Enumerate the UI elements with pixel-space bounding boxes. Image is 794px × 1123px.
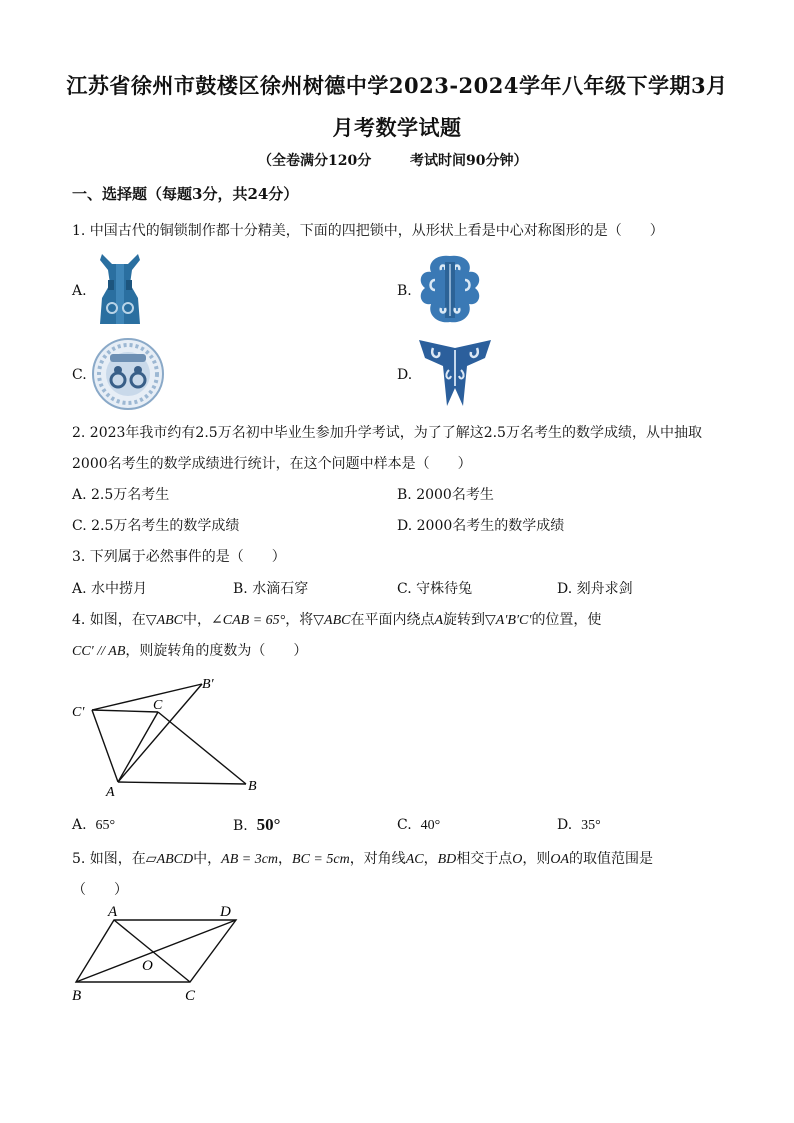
q4-option-b [233, 815, 280, 835]
q4-text-7: ，则旋转角的度数为（ ） [125, 643, 308, 659]
label-b: B [72, 988, 82, 1004]
question-5-line2: （ ） [72, 882, 128, 898]
label-a: A [108, 904, 118, 920]
q2-option-a: A. 2.5万名考生 [72, 487, 170, 503]
q5-text-2: 中， [193, 851, 222, 867]
q5-text-3: ， [278, 851, 293, 867]
q1-option-b-label: B. [397, 283, 412, 299]
label-o: O [142, 958, 153, 974]
q4-option-a [72, 817, 115, 834]
page-title-line1: 江苏省徐州市鼓楼区徐州树德中学2023-2024学年八年级下学期3月 [66, 73, 728, 98]
label-a: A [106, 785, 115, 800]
q4-text-2: 中， [183, 612, 212, 628]
section-heading: 一、选择题（每题3分，共24分） [72, 185, 299, 203]
q1-option-c-label: C. [72, 367, 87, 383]
q5-bc: BC = 5cm [292, 852, 350, 867]
segment-c-prime-b-prime [92, 684, 202, 710]
page-title-line2: 月考数学试题 [332, 115, 462, 140]
q5-text-5: ， [423, 851, 438, 867]
q5-o: O [512, 852, 523, 867]
q4-option-c-label: C. [397, 817, 412, 833]
q5-text-1: 5. 如图，在 [72, 851, 146, 867]
q4-option-b-value: 50° [256, 815, 281, 834]
q5-bd: BD [437, 852, 457, 867]
lock-d-image [415, 336, 495, 410]
q4-option-c-value: 40° [420, 818, 441, 833]
label-c: C [153, 698, 163, 713]
diagonal-bd [76, 920, 236, 982]
label-c-prime: C′ [72, 705, 85, 720]
label-b: B [248, 779, 257, 794]
q5-text-8: 的取值范围是 [569, 851, 654, 867]
segment-ac [118, 712, 158, 782]
q4-parallel: CC′ // AB [72, 644, 126, 659]
segment-cb [158, 712, 246, 784]
q3-option-b: B. 水滴石穿 [233, 581, 309, 597]
q4-text-4: 在平面内绕点 [350, 612, 435, 628]
q4-option-b-label: B. [233, 818, 248, 834]
label-d: D [220, 904, 231, 920]
q2-option-b: B. 2000名考生 [397, 487, 494, 503]
q4-option-d-label: D. [557, 817, 573, 833]
lock-a-image [90, 250, 150, 330]
lock-b-image [415, 250, 485, 330]
question-2-line1: 2. 2023年我市约有2.5万名初中毕业生参加升学考试，为了了解这2.5万名考生的数学成绩，从中抽取 [72, 425, 702, 441]
q4-text-1: 4. 如图，在 [72, 612, 146, 628]
q5-oa: OA [550, 852, 570, 867]
q2-option-c: C. 2.5万名考生的数学成绩 [72, 518, 240, 534]
q5-ab: AB = 3cm [221, 852, 279, 867]
q1-option-d-label: D. [397, 367, 413, 383]
q4-triangle-2: ▽ABC [313, 613, 351, 628]
q4-angle: ∠CAB = 65° [211, 613, 286, 628]
q5-ac: AC [405, 852, 424, 867]
q5-text-7: ，则 [522, 851, 551, 867]
subtitle-score: （全卷满分120分 [258, 153, 372, 169]
q5-text-6: 相交于点 [456, 851, 513, 867]
segment-cc-prime [92, 710, 158, 712]
q5-figure-parallelogram [66, 902, 246, 1006]
q5-parallelogram: ▱ABCD [145, 852, 194, 867]
q1-option-a-label: A. [72, 283, 87, 299]
q4-option-d-value: 35° [581, 818, 601, 833]
question-1-text: 1. 中国古代的铜锁制作都十分精美，下面的四把锁中，从形状上看是中心对称图形的是（ ） [72, 223, 664, 239]
q4-text-6: 的位置，使 [531, 612, 602, 628]
label-b-prime: B′ [202, 677, 214, 692]
q4-triangle-1: ▽ABC [145, 613, 184, 628]
q3-option-d: D. 刻舟求剑 [557, 581, 633, 597]
q2-option-d: D. 2000名考生的数学成绩 [397, 518, 565, 534]
q3-option-c: C. 守株待兔 [397, 581, 473, 597]
q4-option-d [557, 817, 601, 834]
q4-option-a-label: A. [72, 817, 87, 833]
lock-c-image [90, 336, 166, 412]
subtitle-time: 考试时间90分钟） [410, 153, 528, 169]
q3-option-a: A. 水中捞月 [72, 581, 148, 597]
q4-option-a-value: 65° [95, 818, 116, 833]
question-5-line1 [72, 848, 653, 868]
question-3-text: 3. 下列属于必然事件的是（ ） [72, 549, 286, 565]
q4-text-5: 旋转到 [443, 612, 486, 628]
q5-text-4: ，对角线 [349, 851, 406, 867]
q4-text-3: ，将 [285, 612, 314, 628]
q4-point-a: A [434, 613, 444, 628]
label-c: C [185, 988, 196, 1004]
question-2-line2: 2000名考生的数学成绩进行统计，在这个问题中样本是（ ） [72, 456, 472, 472]
segment-ab [118, 782, 246, 784]
question-4-line1 [72, 609, 601, 629]
q4-figure-rotation [66, 672, 276, 802]
q4-option-c [397, 817, 440, 834]
question-4-line2 [72, 640, 307, 660]
q4-triangle-3: ▽A′B′C′ [485, 613, 532, 628]
segment-ac-prime [92, 710, 118, 782]
